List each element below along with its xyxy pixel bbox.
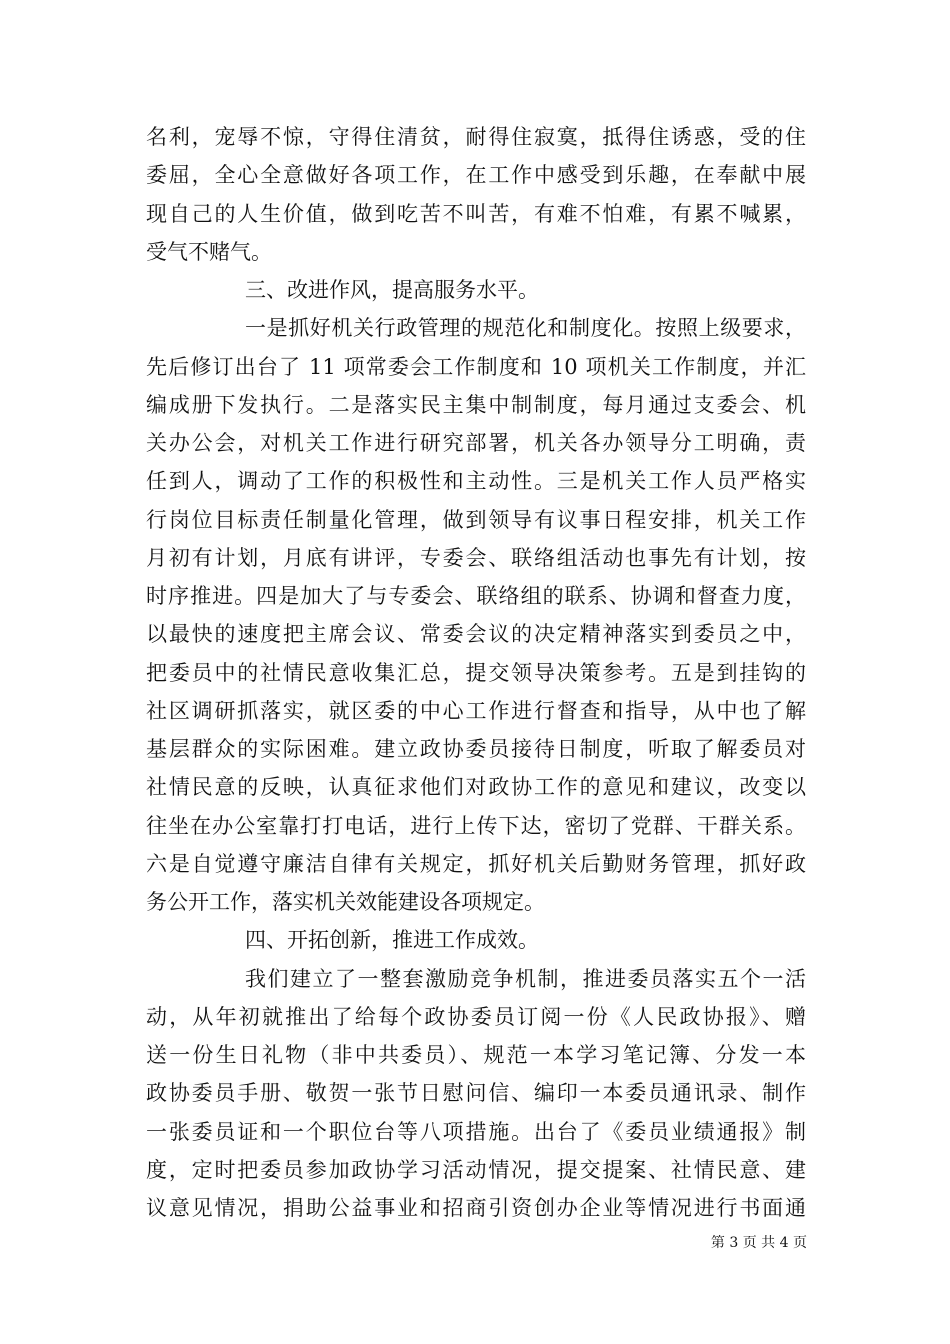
text-line: 时序推进。四是加大了与专委会、联络组的联系、协调和督查力度， [146,584,806,608]
text-line: 六是自觉遵守廉洁自律有关规定，抓好机关后勤财务管理，抓好政 [146,851,806,876]
text-line: 往坐在办公室靠打打电话，进行上传下达，密切了党群、干群关系。 [146,813,806,838]
text-line: 关办公会，对机关工作进行研究部署，机关各办领导分工明确，责 [146,431,806,455]
text-line: 动，从年初就推出了给每个政协委员订阅一份《人民政协报》、赠 [146,1004,806,1029]
text-line: 编成册下发执行。二是落实民主集中制制度，每月通过支委会、机 [146,392,806,417]
text-line: 现自己的人生价值，做到吃苦不叫苦，有难不怕难，有累不喊累， [146,201,806,226]
text-line: 月初有计划，月底有讲评，专委会、联络组活动也事先有计划，按 [146,545,806,570]
page-number-footer: 第 3 页 共 4 页 [710,1235,807,1251]
text-line: 送一份生日礼物（非中共委员）、规范一本学习笔记簿、分发一本 [146,1043,806,1067]
text-line: 把委员中的社情民意收集汇总，提交领导决策参考。五是到挂钩的 [146,660,806,685]
text-line: 以最快的速度把主席会议、常委会议的决定精神落实到委员之中， [146,622,806,647]
text-line: 我们建立了一整套激励竞争机制，推进委员落实五个一活 [245,966,806,991]
text-line: 委屈，全心全意做好各项工作，在工作中感受到乐趣，在奉献中展 [146,163,806,188]
text-line: 名利，宠辱不惊，守得住清贫，耐得住寂寞，抵得住诱惑，受的住 [146,125,806,149]
text-line: 一是抓好机关行政管理的规范化和制度化。按照上级要求， [245,316,806,341]
section-heading: 三、改进作风，提高服务水平。 [245,278,539,302]
document-body [146,118,806,1227]
section-heading: 四、开拓创新，推进工作成效。 [245,928,539,953]
text-line: 行岗位目标责任制量化管理，做到领导有议事日程安排，机关工作 [146,507,806,532]
text-line: 务公开工作，落实机关效能建设各项规定。 [146,890,545,914]
text-line: 度，定时把委员参加政协学习活动情况，提交提案、社情民意、建 [146,1157,806,1182]
text-line: 社区调研抓落实，就区委的中心工作进行督查和指导，从中也了解 [146,698,806,723]
text-line: 议意见情况，捐助公益事业和招商引资创办企业等情况进行书面通 [146,1196,806,1220]
text-line: 基层群众的实际困难。建立政协委员接待日制度，听取了解委员对 [146,737,806,761]
text-line: 政协委员手册、敬贺一张节日慰问信、编印一本委员通讯录、制作 [146,1081,806,1106]
text-line: 社情民意的反映，认真征求他们对政协工作的意见和建议，改变以 [146,775,806,800]
text-line: 一张委员证和一个职位台等八项措施。出台了《委员业绩通报》制 [146,1119,806,1144]
text-line: 任到人，调动了工作的积极性和主动性。三是机关工作人员严格实 [146,469,806,494]
text-line: 先后修订出台了 11 项常委会工作制度和 10 项机关工作制度，并汇 [146,354,806,379]
text-line: 受气不赌气。 [146,239,272,264]
